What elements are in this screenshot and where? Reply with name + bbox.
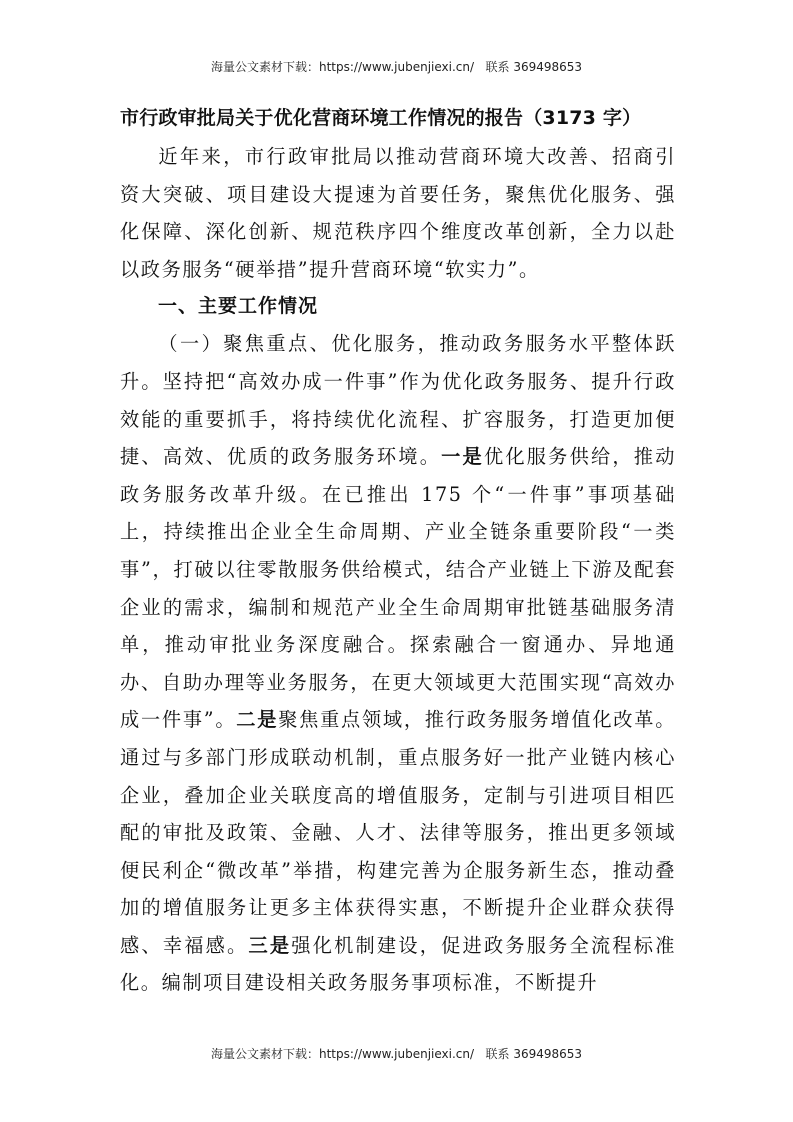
- section-heading-main-work: 一、主要工作情况: [158, 295, 319, 318]
- subsection-1-paragraph: [120, 325, 676, 1002]
- page-footer: [0, 1045, 793, 1062]
- header-url-link[interactable]: https://www.jubenjiexi.cn/: [318, 60, 475, 74]
- point-3-text: 强化机制建设，促进政务服务全流程标准化。编制项目建设相关政务服务事项标准，不断提升: [120, 933, 676, 995]
- header-label: 海量公文素材下载：: [210, 60, 319, 74]
- subsection-1-intro: （一）聚焦重点、优化服务，推动政务服务水平整体跃升。坚持把“高效办成一件事”作为优化政务服务、提升行政效能的重要抓手，将持续优化流程、扩容服务，打造更加便捷、高效、优质的政务服务环境。: [120, 332, 676, 469]
- point-1-lead: 一是: [441, 445, 484, 469]
- document-title: 市行政审批局关于优化营商环境工作情况的报告（3173 字）: [120, 107, 642, 129]
- footer-label: 海量公文素材下载：: [210, 1047, 319, 1061]
- point-2-text: 聚焦重点领域，推行政务服务增值化改革。通过与多部门形成联动机制，重点服务好一批产业链内核心企业，叠加企业关联度高的增值服务，定制与引进项目相匹配的审批及政策、金融、人才、法律等服务，推出更多领域便民利企“微改革”举措，构建完善为企服务新生态，推动叠加的增值服务让更多主体获得实惠，不断提升企业群众获得感、幸福感。: [120, 708, 676, 957]
- point-2-lead: 二是: [236, 708, 279, 732]
- point-3-lead: 三是: [248, 933, 292, 957]
- footer-url-link[interactable]: https://www.jubenjiexi.cn/: [318, 1047, 475, 1061]
- point-1-text: 优化服务供给，推动政务服务改革升级。在已推出 175 个“一件事”事项基础上，持续推出企业全生命周期、产业全链条重要阶段“一类事”，打破以往零散服务供给模式，结合产业链上下游及配套企业的需求，编制和规范产业全生命周期审批链基础服务清单，推动审批业务深度融合。探索融合一窗通办、异地通办、自助办理等业务服务，在更大领域更大范围实现“高效办成一件事”。: [120, 445, 677, 732]
- page-header: [0, 58, 793, 75]
- header-contact: 联系 369498653: [485, 60, 583, 74]
- document-body: [120, 104, 676, 1002]
- footer-contact: 联系 369498653: [485, 1047, 583, 1061]
- intro-paragraph: 近年来，市行政审批局以推动营商环境大改善、招商引资大突破、项目建设大提速为首要任务，聚焦优化服务、强化保障、深化创新、规范秩序四个维度改革创新，全力以赴以政务服务“硬举措”提升营商环境“软实力”。: [120, 145, 676, 281]
